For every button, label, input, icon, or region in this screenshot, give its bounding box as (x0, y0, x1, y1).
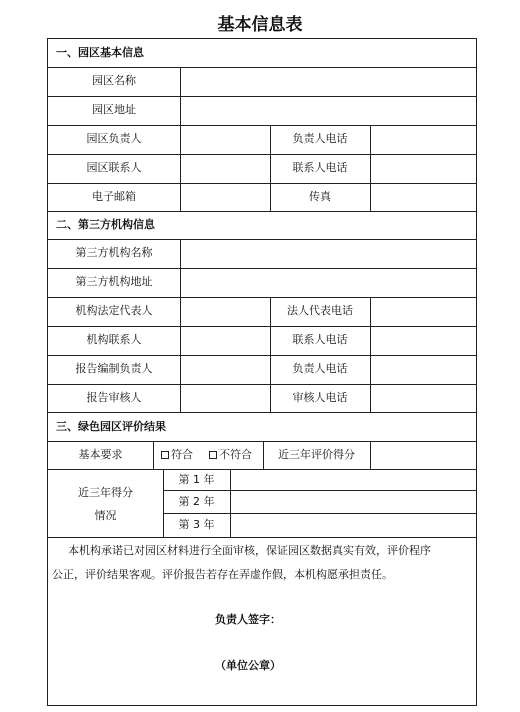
info-table (47, 38, 477, 706)
field-label: 园区联系人 (86, 161, 142, 174)
commitment-line: 公正，评价结果客观。评价报告若存在弄虚作假，本机构愿承担责任。 (52, 568, 393, 581)
field-label: 园区地址 (92, 103, 136, 116)
row-divider (163, 490, 476, 491)
section-header: 三、绿色园区评价结果 (56, 420, 166, 433)
row-divider (48, 537, 476, 538)
field-label: 第三方机构地址 (75, 275, 153, 288)
page-title: 基本信息表 (217, 15, 303, 35)
checkbox-pass[interactable]: 符合 (161, 448, 193, 462)
year-label: 第 1 年 (178, 473, 215, 486)
row-divider (48, 384, 476, 385)
field-label: 报告审核人 (86, 391, 142, 404)
year-label: 第 2 年 (178, 495, 215, 508)
row-divider (48, 183, 476, 184)
field-label: 基本要求 (78, 448, 123, 461)
checkbox-fail[interactable]: 不符合 (209, 448, 252, 462)
field-label: 报告编制负责人 (75, 362, 153, 375)
col-divider (370, 125, 371, 211)
col-divider (153, 441, 154, 469)
seal-label: （单位公章） (215, 659, 281, 672)
field-label: 情况 (94, 509, 117, 522)
field-label: 负责人电话 (292, 132, 348, 145)
field-label: 联系人电话 (292, 161, 348, 174)
col-divider (263, 441, 264, 469)
row-divider (48, 297, 476, 298)
commitment-line: 本机构承诺已对园区材料进行全面审核，保证园区数据真实有效，评价程序 (68, 544, 431, 557)
field-label: 第三方机构名称 (75, 246, 153, 259)
row-divider (48, 355, 476, 356)
field-label: 机构法定代表人 (75, 304, 153, 317)
field-label: 联系人电话 (292, 333, 348, 346)
field-label: 近三年得分 (78, 486, 133, 499)
row-divider (48, 441, 476, 442)
row-divider (48, 268, 476, 269)
row-divider (48, 96, 476, 97)
row-divider (48, 211, 476, 212)
col-divider (230, 469, 231, 537)
row-divider (48, 67, 476, 68)
checkbox-icon (161, 451, 169, 459)
field-label: 负责人电话 (292, 362, 348, 375)
row-divider (48, 239, 476, 240)
row-divider (163, 513, 476, 514)
row-divider (48, 326, 476, 327)
checkbox-icon (209, 451, 217, 459)
field-label: 园区负责人 (86, 132, 142, 145)
signature-label: 负责人签字： (215, 613, 281, 626)
field-label: 机构联系人 (86, 333, 142, 346)
row-divider (48, 154, 476, 155)
field-label: 近三年评价得分 (278, 448, 355, 461)
field-label: 电子邮箱 (92, 190, 136, 203)
col-divider (180, 67, 181, 211)
field-label: 法人代表电话 (287, 304, 353, 317)
field-label: 园区名称 (92, 74, 136, 87)
year-label: 第 3 年 (178, 518, 215, 531)
row-divider (48, 469, 476, 470)
field-label: 审核人电话 (292, 391, 348, 404)
col-divider (370, 297, 371, 412)
row-divider (48, 412, 476, 413)
col-divider (370, 441, 371, 469)
col-divider (180, 239, 181, 412)
row-divider (48, 125, 476, 126)
section-header: 二、第三方机构信息 (56, 218, 155, 231)
field-label: 传真 (309, 190, 331, 203)
section-header: 一、园区基本信息 (56, 46, 144, 59)
